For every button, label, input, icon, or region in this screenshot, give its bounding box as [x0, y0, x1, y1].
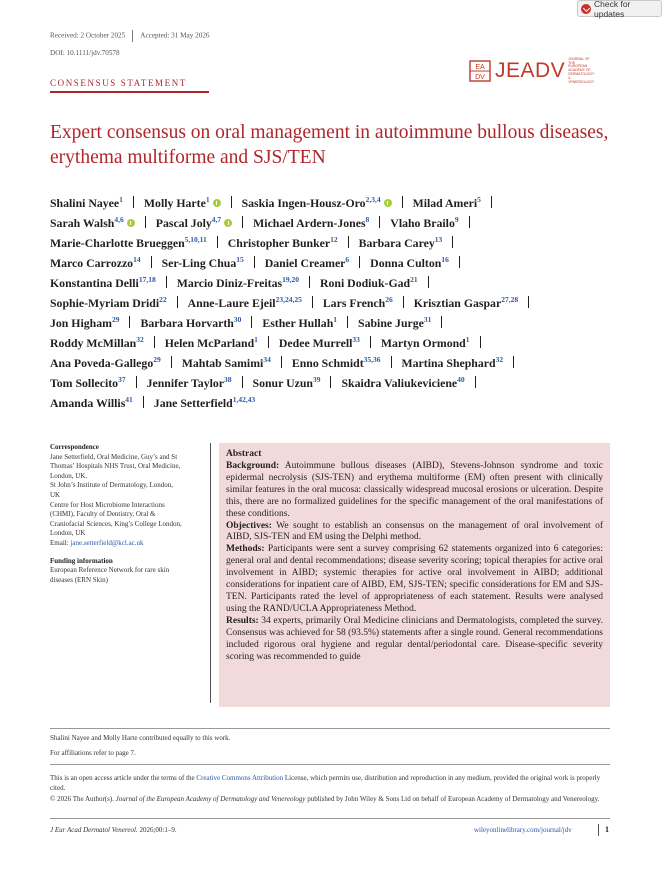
author-separator [151, 256, 152, 268]
author-name-text: Christopher Bunker [227, 236, 331, 250]
author-separator [145, 216, 146, 228]
author-separator [231, 196, 232, 208]
author-name-text: Molly Harte [143, 196, 206, 210]
author-affiliation-ref[interactable]: 31 [423, 315, 432, 324]
author-separator [251, 316, 252, 328]
author-name-text: Sonur Uzun [252, 376, 313, 390]
author-name-text: Martina Shephard [401, 356, 496, 370]
author-name-text: Jane Setterfield [153, 396, 233, 410]
correspondence-email [50, 539, 205, 549]
author-name[interactable] [381, 336, 470, 350]
results-text: 34 experts, primarily Oral Medicine clinicians and Dermatologists, completed the survey. Consensus was achieved for 58 (93.5%) statements after a single round. General recommendations included rigorous oral hygiene and regular dental/periodontal care. Disease-specific severity scoring was recommended to guide [226, 615, 604, 662]
author-name[interactable] [292, 356, 381, 370]
svg-text:EA: EA [475, 64, 485, 71]
author-separator [177, 296, 178, 308]
author-name-text: Vlaho Brailo [390, 216, 455, 230]
author-name-text: Lars French [322, 296, 386, 310]
author-name-text: Sophie-Myriam Dridi [50, 296, 160, 310]
orcid-icon[interactable] [384, 199, 392, 207]
author-name-text: Krisztian Gaspar [413, 296, 502, 310]
author-name-text: Michael Ardern-Jones [253, 216, 366, 230]
check-for-updates-label: Check for updates [594, 0, 631, 19]
funding-line: diseases (ERN Skin) [50, 575, 108, 584]
author-affiliation-ref[interactable]: 37 [118, 375, 126, 384]
footer-separator [598, 824, 599, 836]
author-name-text: Ser-Ling Chua [161, 256, 237, 270]
author-affiliation-ref[interactable]: 15 [236, 255, 244, 264]
author-name-text: Tom Sollecito [50, 376, 119, 390]
correspondence-line: UK [50, 490, 61, 499]
journal-url-link[interactable]: wileyonlinelibrary.com/journal/jdv [474, 826, 572, 834]
author-name-text: Esther Hullah [262, 316, 334, 330]
article-title: Expert consensus on oral management in autoimmune bullous diseases, erythema multiforme and SJS/TEN [50, 122, 609, 168]
author-name[interactable] [50, 376, 126, 390]
author-separator [166, 276, 167, 288]
author-name-text: Ana Poveda-Gallego [50, 356, 154, 370]
author-name[interactable] [182, 356, 271, 370]
author-separator [441, 316, 442, 328]
author-name[interactable] [140, 316, 241, 330]
author-name-text: Anne-Laure Ejeil [187, 296, 276, 310]
article-type: CONSENSUS STATEMENT [50, 78, 187, 88]
author-name[interactable] [188, 296, 302, 310]
author-line [50, 373, 630, 393]
correspondence-line: Thomas’ Hospitals NHS Trust, Oral Medicine, [50, 462, 181, 471]
author-line [50, 393, 630, 413]
author-name-text: Marie-Charlotte Brueggen [50, 236, 185, 250]
author-affiliation-ref[interactable]: 29 [111, 315, 120, 324]
journal-logo[interactable] [469, 56, 595, 84]
doi[interactable]: DOI: 10.1111/jdv.70578 [50, 49, 120, 57]
correspondence-address [50, 453, 205, 539]
funding-line: European Reference Network for rare skin [50, 566, 170, 575]
author-name[interactable] [390, 216, 458, 230]
citation-journal: J Eur Acad Dermatol Venereol. [50, 826, 138, 834]
author-name-text: Roddy McMillan [50, 336, 137, 350]
date-separator [132, 30, 133, 42]
author-name[interactable] [177, 276, 299, 290]
author-separator [129, 316, 130, 328]
author-separator [171, 356, 172, 368]
author-separator [136, 376, 137, 388]
copyright-journal: Journal of the European Academy of Dermatology and Venereology [115, 794, 306, 803]
author-name-text: Konstantina Delli [50, 276, 139, 290]
author-line [50, 253, 630, 273]
author-line [50, 353, 630, 373]
correspondence-line: Centre for Host Microbiome Interactions [50, 500, 165, 509]
check-for-updates-button[interactable] [577, 0, 662, 17]
author-line [50, 333, 630, 353]
author-name-text: Sarah Walsh [50, 216, 115, 230]
author-name[interactable] [253, 216, 369, 230]
correspondence-line: (CHMI), Faculty of Dentistry, Oral & [50, 510, 156, 519]
author-separator [475, 376, 476, 388]
author-name[interactable] [370, 256, 449, 270]
author-name[interactable] [147, 376, 232, 390]
footer-divider [50, 818, 610, 819]
affiliations-note: For affiliations refer to page 7. [50, 749, 136, 757]
author-name-text: Barbara Carey [358, 236, 435, 250]
author-separator [359, 256, 360, 268]
author-line [50, 213, 630, 233]
author-name[interactable] [413, 196, 481, 210]
author-name[interactable] [253, 376, 321, 390]
accepted-date: Accepted: 31 May 2026 [140, 31, 210, 40]
author-name[interactable] [50, 216, 135, 230]
results-label: Results: [226, 615, 259, 626]
author-name-text: Marco Carrozzo [50, 256, 134, 270]
author-name-text: Enno Schmidt [291, 356, 364, 370]
author-affiliation-ref[interactable]: 21 [410, 275, 418, 284]
author-affiliation-ref[interactable]: 5,10,11 [184, 235, 207, 244]
author-list [50, 193, 630, 413]
author-affiliation-ref[interactable]: 16 [441, 255, 449, 264]
correspondence-line: Craniofacial Sciences, King’s College London, [50, 519, 182, 528]
author-name-text: Helen McParland [164, 336, 255, 350]
author-name[interactable] [323, 296, 393, 310]
article-dates [50, 30, 210, 42]
abstract-heading: Abstract [226, 449, 262, 459]
abstract-results [226, 616, 603, 664]
license-text-pre: This is an open access article under the terms of the [50, 774, 197, 782]
correspondence-line: London, UK [50, 529, 86, 538]
copyright-pre: © 2026 The Author(s). [50, 794, 116, 803]
sidebar-divider [210, 443, 211, 703]
author-affiliation-ref[interactable]: 35,36 [363, 355, 381, 364]
author-name[interactable] [162, 256, 244, 270]
author-name-text: Donna Culton [370, 256, 442, 270]
author-name[interactable] [262, 316, 337, 330]
author-separator [347, 316, 348, 328]
citation-volume: 2026;00:1–9. [137, 826, 177, 834]
author-affiliation-ref[interactable]: 9 [454, 215, 459, 224]
author-affiliation-ref[interactable]: 29 [153, 355, 161, 364]
author-affiliation-ref[interactable]: 26 [385, 295, 393, 304]
author-affiliation-ref[interactable]: 6 [345, 255, 350, 264]
author-name-text: Marcio Diniz-Freitas [176, 276, 283, 290]
author-line [50, 273, 630, 293]
correspondence-line: Jane Setterfield, Oral Medicine, Guy’s and St [50, 452, 178, 461]
author-name[interactable] [228, 236, 338, 250]
email-link[interactable]: jane.setterfield@kcl.ac.uk [70, 538, 144, 547]
author-affiliation-ref[interactable]: 33 [352, 335, 360, 344]
author-name[interactable] [50, 356, 161, 370]
author-line [50, 193, 630, 213]
author-separator [428, 276, 429, 288]
author-affiliation-ref[interactable]: 1 [465, 335, 470, 344]
author-separator [403, 296, 404, 308]
author-separator [217, 236, 218, 248]
author-line [50, 293, 630, 313]
author-affiliation-ref[interactable]: 17,18 [138, 275, 156, 284]
author-separator [348, 236, 349, 248]
author-affiliation-ref[interactable]: 4,6 [114, 215, 124, 224]
author-separator [312, 296, 313, 308]
author-name[interactable] [50, 316, 119, 330]
author-name[interactable] [279, 336, 360, 350]
author-affiliation-ref[interactable]: 1 [333, 315, 338, 324]
copyright-text [50, 794, 612, 804]
abstract-box [219, 443, 610, 707]
author-affiliation-ref[interactable]: 39 [312, 375, 321, 384]
author-affiliation-ref[interactable]: 4,7 [211, 215, 222, 224]
journal-citation [50, 826, 177, 834]
author-separator [459, 256, 460, 268]
author-name[interactable] [50, 336, 144, 350]
objectives-text: We sought to establish an consensus on the management of oral involvement of AIBD, SJS-TEN and EM using the Delphi method. [226, 520, 603, 543]
author-name-text: Roni Dodiuk-Gad [319, 276, 411, 290]
page-number: 1 [605, 825, 609, 834]
author-name-text: Jennifer Taylor [146, 376, 225, 390]
author-name[interactable] [50, 276, 156, 290]
author-name[interactable] [156, 216, 232, 230]
article-type-underline [50, 91, 209, 93]
author-name-text: Daniel Creamer [264, 256, 346, 270]
author-separator [513, 356, 514, 368]
background-text: Autoimmune bullous diseases (AIBD), Stevens-Johnson syndrome and toxic epidermal necrolysis (SJS-TEN) and erythema multiforme (EM) often present with clinically similar features in the oral mucosa: classically widespread mucosal erosions or ulceration. Despite this, there are no formalized guidelines for the specific management of the oral manifestations of these conditions. [226, 461, 603, 519]
author-name-text: Pascal Joly [155, 216, 212, 230]
author-affiliation-ref[interactable]: 1 [254, 335, 258, 344]
author-name[interactable] [242, 196, 392, 210]
author-name-text: Saskia Ingen-Housz-Oro [241, 196, 366, 210]
author-affiliation-ref[interactable]: 41 [125, 395, 133, 404]
footnote-divider [50, 764, 610, 765]
author-name-text: Sabine Jurge [358, 316, 424, 330]
author-separator [370, 336, 371, 348]
author-name[interactable] [265, 256, 349, 270]
svg-text:DV: DV [475, 74, 485, 81]
author-separator [391, 356, 392, 368]
copyright-post: published by John Wiley & Sons Ltd on behalf of European Academy of Dermatology and Venereology. [305, 794, 600, 803]
author-affiliation-ref[interactable]: 27,28 [501, 295, 519, 304]
funding-heading: Funding information [50, 556, 113, 565]
author-separator [268, 336, 269, 348]
abstract-background [226, 461, 603, 521]
equal-contribution-note: Shalini Nayee and Molly Harte contributed equally to this work. [50, 734, 231, 742]
orcid-icon[interactable] [224, 219, 232, 227]
author-separator [330, 376, 331, 388]
license-notice [50, 773, 612, 804]
author-affiliation-ref[interactable]: 23,24,25 [275, 295, 302, 304]
author-name[interactable] [341, 376, 464, 390]
author-separator [402, 196, 403, 208]
author-name-text: Barbara Horvarth [140, 316, 234, 330]
author-affiliation-ref[interactable]: 19,20 [282, 275, 299, 284]
author-affiliation-ref[interactable]: 1 [205, 195, 210, 204]
author-separator [154, 336, 155, 348]
objectives-label: Objectives: [226, 520, 272, 531]
author-name-text: Jon Higham [50, 316, 112, 330]
author-separator [480, 336, 481, 348]
author-affiliation-ref[interactable]: 5 [477, 195, 481, 204]
author-separator [469, 216, 470, 228]
author-affiliation-ref[interactable]: 32 [136, 335, 144, 344]
author-separator [254, 256, 255, 268]
author-name-text: Shalini Nayee [50, 196, 120, 210]
author-affiliation-ref[interactable]: 14 [133, 255, 141, 264]
author-affiliation-ref[interactable]: 13 [434, 235, 443, 244]
author-affiliation-ref[interactable]: 40 [457, 375, 465, 384]
methods-text: Participants were sent a survey comprising 62 statements organized into 6 categories: general oral and dental recommendations; disease severity scoring; topical therapies for active oral involvement in AIBD; systemic therapies for active oral involvement in AIBD; additional considerations for inpatient care of AIBD, EM, SJS-TEN; specific considerations for EM and SJS-TEN. Participants rated the level of appropriateness of each statement. Results were analysed using the RAND/UCLA Appropriateness Method. [226, 544, 603, 614]
author-affiliation-ref[interactable]: 34 [263, 355, 271, 364]
methods-label: Methods: [226, 544, 265, 555]
eadv-emblem-icon [469, 60, 491, 82]
author-name[interactable] [165, 336, 258, 350]
author-name[interactable] [414, 296, 518, 310]
author-affiliation-ref[interactable]: 2,3,4 [365, 195, 381, 204]
journal-logo-subtext: JOURNAL OF THE EUROPEAN ACADEMY OF DERMATOLOGY & VENEREOLOGY [568, 56, 595, 84]
license-text [50, 773, 612, 794]
author-line [50, 233, 630, 253]
correspondence-heading: Correspondence [50, 443, 99, 451]
orcid-icon[interactable] [127, 219, 135, 227]
article-sidebar [50, 443, 205, 585]
author-name[interactable] [50, 256, 141, 270]
author-affiliation-ref[interactable]: 8 [365, 215, 370, 224]
email-label: Email: [50, 538, 69, 547]
author-separator [242, 216, 243, 228]
author-name[interactable] [154, 396, 255, 410]
correspondence-line: St John’s Institute of Dermatology, London, [50, 481, 174, 490]
author-affiliation-ref[interactable]: 22 [159, 295, 167, 304]
author-separator [309, 276, 310, 288]
check-icon [581, 4, 591, 14]
author-separator [528, 296, 529, 308]
journal-logo-text: JEADV [495, 59, 566, 82]
author-separator [281, 356, 282, 368]
author-affiliation-ref[interactable]: 1,42,43 [232, 395, 256, 404]
abstract-methods [226, 544, 603, 615]
author-affiliation-ref[interactable]: 32 [495, 355, 504, 364]
abstract-objectives [226, 521, 603, 545]
background-label: Background: [226, 461, 280, 471]
correspondence-line: London, UK. [50, 471, 88, 480]
received-date: Received: 2 October 2025 [50, 31, 126, 40]
license-text-post: License, which permits use, distribution and reproduction in any medium, provided the original work is properly cited. [50, 774, 601, 793]
author-separator [143, 396, 144, 408]
author-separator [133, 196, 134, 208]
author-separator [452, 236, 453, 248]
author-name[interactable] [50, 236, 207, 250]
author-name[interactable] [50, 196, 123, 210]
author-affiliation-ref[interactable]: 1 [119, 195, 123, 204]
author-name-text: Dedee Murrell [278, 336, 353, 350]
author-name[interactable] [50, 396, 133, 410]
author-affiliation-ref[interactable]: 30 [233, 315, 242, 324]
author-name-text: Amanda Willis [50, 396, 126, 410]
author-separator [242, 376, 243, 388]
orcid-icon[interactable] [213, 199, 221, 207]
author-name-text: Martyn Ormond [380, 336, 466, 350]
author-line [50, 313, 630, 333]
author-name[interactable] [402, 356, 504, 370]
author-separator [379, 216, 380, 228]
author-name[interactable] [144, 196, 221, 210]
author-name[interactable] [320, 276, 418, 290]
author-name-text: Mahtab Samimi [181, 356, 264, 370]
author-name-text: Skaidra Valiukeviciene [341, 376, 458, 390]
cc-license-link[interactable]: Creative Commons Attribution [196, 774, 284, 782]
author-name[interactable] [50, 296, 167, 310]
footnote-divider [50, 728, 610, 729]
author-name[interactable] [358, 316, 431, 330]
author-name-text: Milad Ameri [412, 196, 478, 210]
author-separator [491, 196, 492, 208]
author-name[interactable] [359, 236, 443, 250]
author-affiliation-ref[interactable]: 12 [330, 235, 338, 244]
author-affiliation-ref[interactable]: 38 [224, 375, 232, 384]
